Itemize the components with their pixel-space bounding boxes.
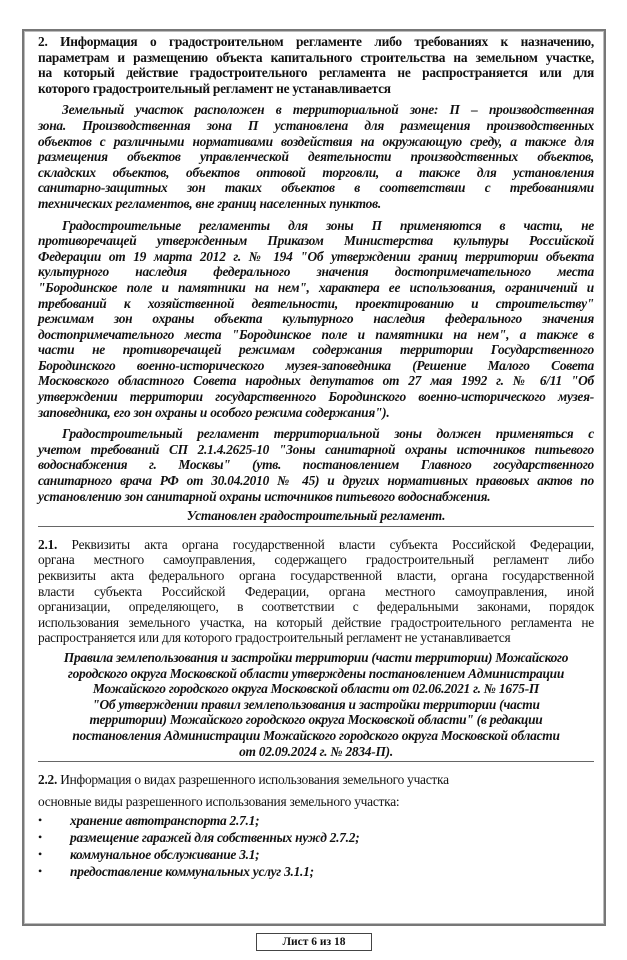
text-line: использования земельного участка, на который действие градостроительного регламента не — [38, 614, 594, 630]
section-number: 2.2. — [38, 772, 58, 788]
section-title: Информация о видах разрешенного использования земельного участка — [60, 772, 449, 788]
list-item-text: размещение гаражей для собственных нужд 2.7.2; — [70, 830, 360, 846]
section-2-1 — [38, 537, 594, 646]
list-item — [38, 863, 594, 880]
section-2-heading — [38, 34, 594, 96]
text-line: Можайского городского округа Московской области от 02.06.2021 г. № 1675-П — [92, 681, 540, 697]
text-line: культурного наследия федерального значения достопримечательного места — [38, 264, 594, 280]
text-line: режимам зон охраны объекта культурного наследия федерального значения — [38, 311, 594, 327]
bullet-icon: • — [38, 830, 42, 845]
text-line: технических регламентов, вне границ населенных пунктов. — [38, 195, 381, 211]
section-2-1-answer — [38, 650, 594, 759]
section-number: 2.1. — [38, 536, 58, 552]
text-line: "Бородинское поле и памятники на нем", характера ее использования, ограничений и — [38, 279, 594, 295]
text-line: объектов с различными нормативами воздействия на окружающую среду, а также для — [38, 133, 594, 149]
text-line-content: Реквизиты акта органа государственной власти субъекта Российской Федерации, — [71, 536, 594, 552]
text-line: зона. Производственная зона П установлена для размещения производственных — [38, 117, 594, 133]
bullet-icon: • — [38, 864, 42, 879]
text-line: организации, определяющего, в соответствии с федеральными законами, порядок — [38, 599, 594, 615]
text-line: 2. Информация о градостроительном регламенте либо требованиях к назначению, — [38, 34, 594, 49]
sanitary-zone-paragraph — [38, 426, 594, 504]
text-line: учетом требований СП 2.1.4.2625-10 "Зоны санитарной охраны источников питьевого — [38, 441, 594, 457]
text-line: Бородинского военно-исторического музея-заповедника (Решение Малого Совета — [38, 357, 594, 373]
divider — [38, 526, 594, 527]
regulations-paragraph — [38, 218, 594, 421]
text-line: параметрам и размещению объекта капитального строительства на земельном участке, — [38, 49, 594, 65]
text-line: территории) Можайского городского округа Московской области" (в редакции — [89, 712, 543, 728]
page-number-label: Лист 6 из 18 — [256, 933, 372, 951]
text-line: требований к хозяйственной деятельности, проектированию и строительству" — [38, 295, 594, 311]
list-item-text: предоставление коммунальных услуг 3.1.1; — [70, 864, 314, 880]
section-2-2-subtitle: основные виды разрешенного использования земельного участка: — [38, 793, 400, 809]
text-line: постановления Администрации Можайского городского округа Московской области — [72, 727, 560, 743]
text-line: от 02.09.2024 г. № 2834-П). — [239, 743, 393, 759]
text-line: Градостроительные регламенты для зоны П применяются в части, не — [62, 217, 594, 233]
list-item — [38, 812, 594, 829]
text-line: Градостроительный регламент территориальной зоны должен применяться с — [62, 426, 594, 442]
list-item-text: коммунальное обслуживание 3.1; — [70, 847, 260, 863]
text-line: "Об утверждении правил землепользования и застройки территории (части — [92, 696, 540, 712]
text-line: складских объектов, объектов оптовой торговли, а также для установления — [38, 164, 594, 180]
text-line: Земельный участок расположен в территориальной зоне: П – производственная — [62, 102, 594, 118]
text-line: санитарного врача РФ от 30.04.2010 № 45) и других нормативных правовых актов по — [38, 473, 594, 489]
divider — [38, 761, 594, 762]
text-line: реквизиты акта федерального органа государственной власти, органа государственной — [38, 568, 594, 583]
list-item — [38, 829, 594, 846]
text-line: Правила землепользования и застройки территории (части территории) Можайского — [63, 649, 569, 665]
zone-description-paragraph — [38, 102, 594, 211]
text-line: городского округа Московской области утверждены постановлением Администрации — [67, 665, 565, 681]
text-line: распространяется или для которого градостроительный регламент не устанавливается — [38, 630, 511, 646]
list-item — [38, 846, 594, 863]
text-line: на который действие градостроительного регламента не распространяется или для — [38, 65, 594, 81]
document-content — [38, 34, 594, 880]
text-line: санитарно-защитных зон таких объектов в соответствии с требованиями — [38, 180, 594, 196]
text-line: Московского областного Совета народных депутатов от 27 мая 1992 г. № 6/11 "Об — [38, 373, 594, 389]
text-line: власти субъекта Российской Федерации, органа местного самоуправления, иной — [38, 583, 594, 599]
section-2-2-title — [38, 772, 594, 788]
text-line: достопримечательного места "Бородинское поле и памятники на нем", а также в — [38, 326, 594, 342]
text-line: которого градостроительный регламент не устанавливается — [38, 80, 391, 96]
text-line: Федерации от 19 марта 2012 г. № 194 "Об утверждении границ территории объекта — [38, 248, 594, 264]
text-line: части не противоречащей режимам содержания территории Государственного — [38, 342, 594, 358]
text-line: размещения объектов управленческой деятельности производственных объектов, — [38, 149, 594, 165]
bullet-icon: • — [38, 847, 42, 862]
text-line — [38, 537, 594, 553]
regulation-status: Установлен градостроительный регламент. — [186, 508, 446, 524]
list-item-text: хранение автотранспорта 2.7.1; — [70, 813, 260, 829]
text-line: заповедника, его зон охраны и особого режима содержания"). — [38, 404, 390, 420]
permitted-use-list — [38, 812, 594, 880]
text-line: противоречащей утвержденным Приказом Министерства культуры Российской — [38, 233, 594, 249]
text-line: установлению зон санитарной охраны источников питьевого водоснабжения. — [38, 488, 491, 504]
text-line: утверждении территории государственного Бородинского военно-исторического музея- — [38, 389, 594, 405]
bullet-icon: • — [38, 813, 42, 828]
text-line: водоснабжения г. Москвы" (утв. постановлением Главного государственного — [38, 457, 594, 473]
text-line: органа местного самоуправления, содержащего градостроительный регламент либо — [38, 552, 594, 568]
